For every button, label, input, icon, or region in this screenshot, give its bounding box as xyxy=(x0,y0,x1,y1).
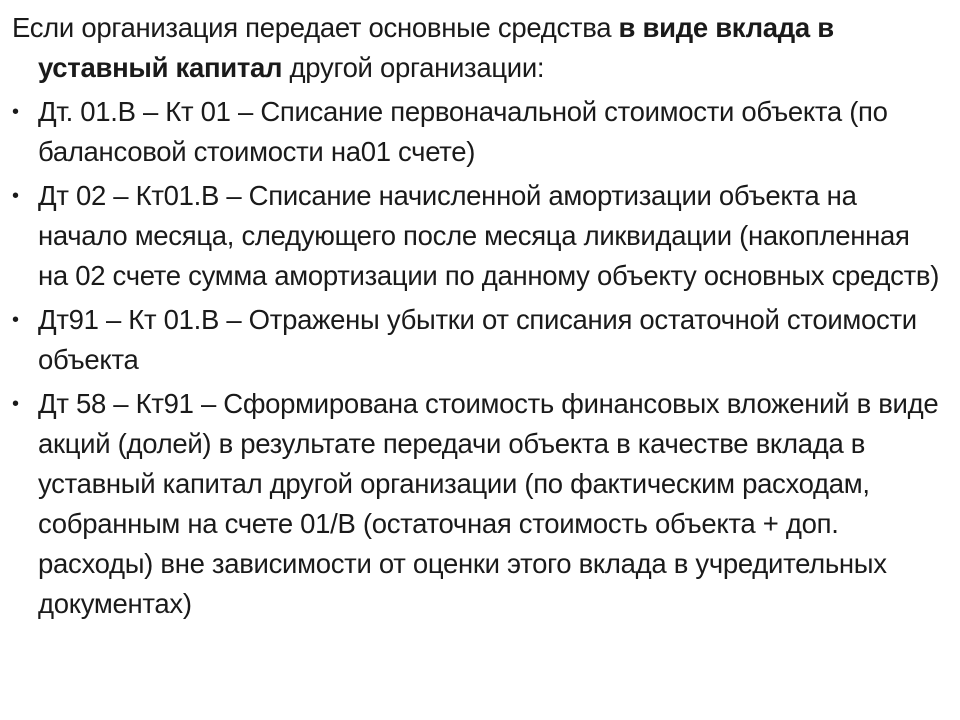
list-item-text: Дт 02 – Кт01.В – Списание начисленной амортизации объекта на начало месяца, следующего после месяца ликвидации (накопленная на 02 счете сумма амортизации по данному объекту основных средств) xyxy=(38,180,940,291)
list-item-text: Дт91 – Кт 01.В – Отражены убытки от списания остаточной стоимости объекта xyxy=(38,304,917,375)
bullet-icon: • xyxy=(12,185,19,207)
intro-paragraph xyxy=(12,8,942,88)
list-item xyxy=(12,300,942,380)
list-item xyxy=(12,176,942,296)
intro-bold: в виде вклада в уставный капитал xyxy=(38,12,834,83)
list-item xyxy=(12,384,942,624)
bullet-icon: • xyxy=(12,309,19,331)
intro-lead: Если организация передает основные средства xyxy=(12,12,619,43)
list-item xyxy=(12,92,942,172)
list-item-text: Дт 58 – Кт91 – Сформирована стоимость финансовых вложений в виде акций (долей) в результате передачи объекта в качестве вклада в уставный капитал другой организации (по фактическим расходам, собранным на счете 01/В (остаточная стоимость объекта + доп. расходы) вне зависимости от оценки этого вклада в учредительных документах) xyxy=(38,388,939,619)
bullet-icon: • xyxy=(12,393,19,415)
bullet-icon: • xyxy=(12,101,19,123)
list-item-text: Дт. 01.В – Кт 01 – Списание первоначальной стоимости объекта (по балансовой стоимости на01 счете) xyxy=(38,96,888,167)
intro-tail: другой организации: xyxy=(282,52,545,83)
entries-list xyxy=(12,92,942,624)
slide-content xyxy=(12,8,942,628)
